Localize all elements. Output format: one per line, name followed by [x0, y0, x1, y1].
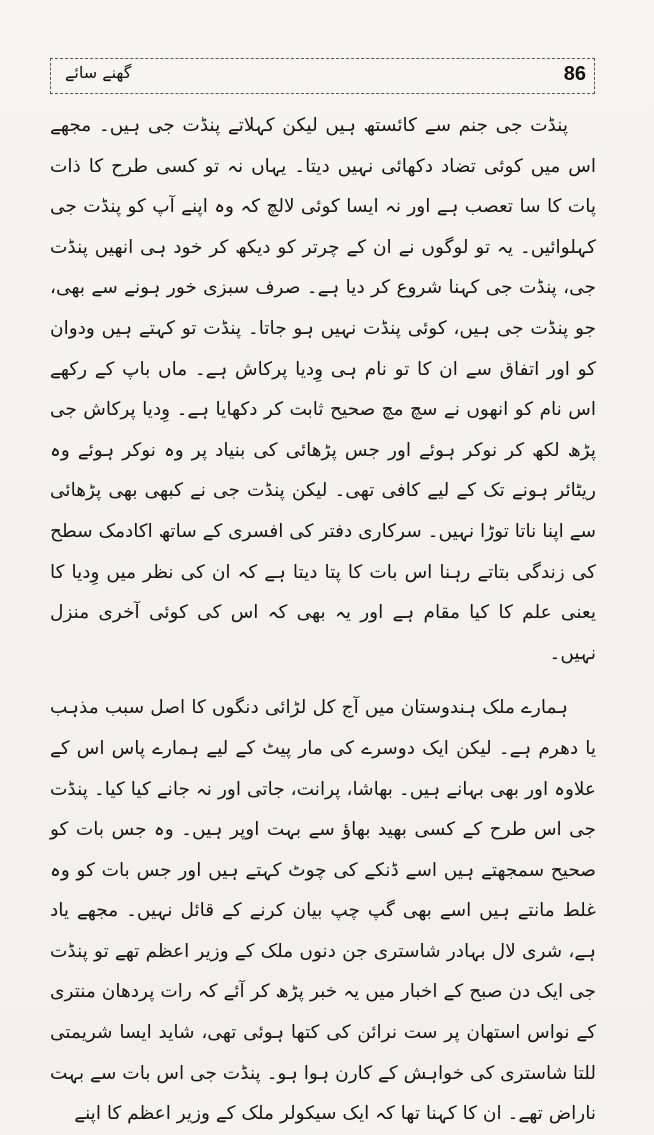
text-line: ان کا تو نام ہی وِدیا پرکاش ہے۔ ماں باپ کے رکھے اس نام کو انھوں نے سچ مچ صحیح — [50, 358, 596, 421]
page-body — [50, 106, 596, 1135]
text-line: ہیں۔ بھاشا، پرانت، جاتی اور نہ جانے کیا کیا۔ پنڈت جی اس طرح کے کسی بھید بھاؤ — [50, 778, 596, 841]
text-line: ہی انھیں پنڈت جی، پنڈت جی کہنا شروع کر دیا ہے۔ صرف سبزی خور ہونے سے بھی، — [50, 236, 596, 299]
text-line: پنڈت جی جنم سے کائستھ ہیں لیکن کہلاتے پنڈت جی ہیں۔ مجھے اس میں کوئی — [50, 115, 596, 177]
text-line: سے اپنا ناتا توڑا نہیں۔ سرکاری دفتر کی افسری کے ساتھ اکادمک سطح کی زندگی بتاتے رہنا — [50, 520, 596, 583]
page-number: 86 — [563, 63, 586, 85]
text-line: جو پنڈت جی ہیں، کوئی پنڈت نہیں ہو جاتا۔ پنڈت تو کہتے ہیں ودوان کو اور اتفاق سے — [50, 317, 596, 380]
text-line: بات کو وہ غلط مانتے ہیں اسے بھی گپ چپ بیان کرنے کے قائل نہیں۔ مجھے یاد ہے، — [50, 859, 596, 962]
text-line: بات سے بہت ناراض تھے۔ ان کا کہنا تھا کہ ایک سیکولر ملک کے وزیر اعظم کا اپنے — [50, 1062, 596, 1125]
text-line: ہمارے ملک ہندوستان میں آج کل لڑائی دنگوں کا اصل سبب مذہب یا دھرم — [50, 697, 596, 759]
page-header — [50, 58, 595, 94]
text-line: اخبار میں یہ خبر پڑھ کر آئے کہ رات پردھان منتری کے نواس استھان پر ست نرائن کی — [50, 981, 596, 1044]
text-line: سے بہت اوپر ہیں۔ وہ جس بات کو صحیح سمجھتے ہیں اسے ڈنکے کی چوٹ کہتے ہیں اور جس — [50, 819, 596, 881]
text-line: لالچ کہ وہ اپنے آپ کو پنڈت جی کہلوائیں۔ یہ تو لوگوں نے ان کے چرتر کو دیکھ کر خود — [50, 196, 596, 258]
text-line: کی کوئی آخری منزل نہیں۔ — [50, 602, 596, 664]
book-title: گھنے سائے — [65, 63, 132, 82]
text-line: ہے۔ لیکن ایک دوسرے کی مار پیٹ کے لیے ہمارے پاس اس کے علاوہ اور بھی بہانے — [50, 737, 596, 800]
text-line: نوکر ہوئے وہ ریٹائر ہونے تک کے لیے کافی تھی۔ لیکن پنڈت جی نے کبھی بھی پڑھائی — [50, 439, 596, 502]
text-line: ثابت کر دکھایا ہے۔ وِدیا پرکاش جی پڑھ لکھ کر نوکر ہوئے اور جس پڑھائی کی بنیاد پر وہ — [50, 399, 596, 461]
paragraph-2 — [50, 688, 596, 1135]
text-line: شری لال بہادر شاستری جن دنوں ملک کے وزیر اعظم تھے تو پنڈت جی ایک دن صبح کے — [50, 940, 596, 1003]
text-line: کتھا ہوئی تھی، شاید ایسا شریمتی للتا شاستری کی خواہش کے کارن ہوا ہو۔ پنڈت جی اس — [50, 1022, 596, 1084]
text-line: اس بات کا پتا دیتا ہے کہ ان کی نظر میں وِدیا کا یعنی علم کا کیا مقام ہے اور یہ بھی کہ اس — [50, 561, 596, 624]
text-line: تضاد دکھائی نہیں دیتا۔ یہاں نہ تو کسی طرح کا ذات پات کا سا تعصب ہے اور نہ ایسا کوئی — [50, 155, 596, 218]
paragraph-1 — [50, 106, 596, 674]
